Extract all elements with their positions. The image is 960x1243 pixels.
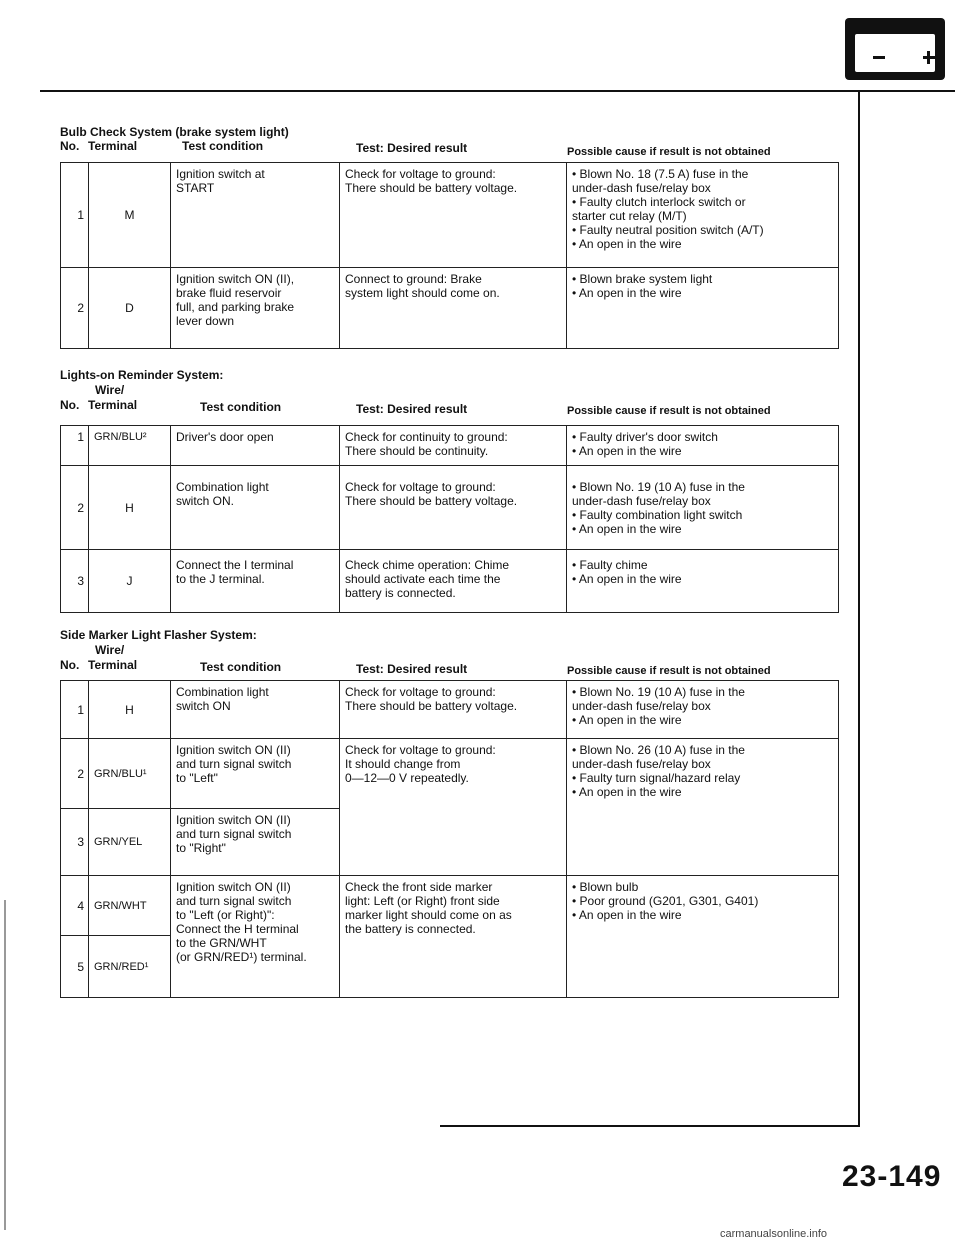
row-number: 4 [61,876,89,936]
row-number: 1 [61,426,89,466]
terminal-cell: M [89,163,171,268]
terminal-cell: J [89,550,171,613]
row-number: 5 [61,936,89,998]
condition-cell: Ignition switch ON (II) and turn signal switch to "Left (or Right)": Connect the H terminal to the GRN/WHT (or GRN/RED¹) terminal. [171,876,340,998]
table-row [61,426,839,466]
watermark: carmanualsonline.info [720,1228,828,1240]
table-row [61,681,839,739]
row-number: 2 [61,466,89,550]
result-cell: Connect to ground: Brake system light should come on. [340,268,567,349]
section-title: Side Marker Light Flasher System: [60,628,257,642]
wire-label: Wire/ [95,643,125,657]
result-cell: Check the front side marker light: Left (or Right) front side marker light should come on as the battery is connected. [340,876,567,998]
terminal-cell: GRN/WHT [89,876,171,936]
column-header-result: Test: Desired result [356,662,468,676]
row-number: 1 [61,163,89,268]
column-header-terminal: Terminal [88,398,138,412]
row-number: 3 [61,550,89,613]
table-row [61,876,839,936]
condition-cell: Ignition switch at START [171,163,340,268]
cause-cell: • Faulty driver's door switch • An open in the wire [567,426,839,466]
result-cell: Check for voltage to ground: There should be battery voltage. [340,681,567,739]
column-header-result: Test: Desired result [356,141,468,155]
column-header-cause: Possible cause if result is not obtained [567,405,771,417]
bulb-check-table [60,162,839,349]
condition-cell: Ignition switch ON (II), brake fluid reservoir full, and parking brake lever down [171,268,340,349]
condition-cell: Connect the I terminal to the J terminal. [171,550,340,613]
column-header-result: Test: Desired result [356,402,468,416]
cause-cell: • Blown No. 19 (10 A) fuse in the under-dash fuse/relay box • An open in the wire [567,681,839,739]
table-row [61,739,839,809]
column-header-no: No. [60,398,80,412]
wire-label: Wire/ [95,383,125,397]
result-cell: Check for voltage to ground: It should change from 0—12—0 V repeatedly. [340,739,567,876]
condition-cell: Combination light switch ON [171,681,340,739]
condition-cell: Combination light switch ON. [171,466,340,550]
terminal-cell: H [89,681,171,739]
column-header-condition: Test condition [182,139,264,153]
cause-cell: • Blown No. 19 (10 A) fuse in the under-dash fuse/relay box • Faulty combination light switch • An open in the wire [567,466,839,550]
column-header-condition: Test condition [200,400,282,414]
section-title: Bulb Check System (brake system light) [60,125,289,139]
column-header-terminal: Terminal [88,139,138,153]
terminal-cell: D [89,268,171,349]
row-number: 3 [61,809,89,876]
column-header-terminal: Terminal [88,658,138,672]
column-header-cause: Possible cause if result is not obtained [567,146,771,158]
terminal-cell: GRN/YEL [89,809,171,876]
margin-line [4,900,6,1230]
column-header-condition: Test condition [200,660,282,674]
minus-icon [873,56,885,59]
row-number: 2 [61,739,89,809]
battery-icon [845,18,945,80]
table-row [61,268,839,349]
cause-cell: • Blown No. 26 (10 A) fuse in the under-dash fuse/relay box • Faulty turn signal/hazard relay • An open in the wire [567,739,839,876]
condition-cell: Driver's door open [171,426,340,466]
footer-rule [440,1125,860,1127]
condition-cell: Ignition switch ON (II) and turn signal switch to "Right" [171,809,340,876]
terminal-cell: GRN/BLU¹ [89,739,171,809]
side-marker-flasher-table [60,680,839,998]
cause-cell: • Blown No. 18 (7.5 A) fuse in the under-dash fuse/relay box • Faulty clutch interlock switch or starter cut relay (M/T) • Faulty neutral position switch (A/T) • An open in the wire [567,163,839,268]
cause-cell: • Faulty chime • An open in the wire [567,550,839,613]
cause-cell: • Blown brake system light • An open in the wire [567,268,839,349]
row-number: 1 [61,681,89,739]
cause-cell: • Blown bulb • Poor ground (G201, G301, G401) • An open in the wire [567,876,839,998]
result-cell: Check for voltage to ground: There should be battery voltage. [340,163,567,268]
table-row [61,466,839,550]
terminal-cell: GRN/BLU² [89,426,171,466]
result-cell: Check for continuity to ground: There should be continuity. [340,426,567,466]
table-row [61,550,839,613]
right-rule [858,90,860,1125]
result-cell: Check for voltage to ground: There should be battery voltage. [340,466,567,550]
terminal-cell: GRN/RED¹ [89,936,171,998]
column-header-no: No. [60,658,80,672]
table-row [61,163,839,268]
condition-cell: Ignition switch ON (II) and turn signal switch to "Left" [171,739,340,809]
result-cell: Check chime operation: Chime should activate each time the battery is connected. [340,550,567,613]
section-title: Lights-on Reminder System: [60,368,224,382]
header-rule [40,90,955,92]
column-header-cause: Possible cause if result is not obtained [567,665,771,677]
page-number: 23-149 [842,1160,942,1193]
column-header-no: No. [60,139,80,153]
lights-on-reminder-table [60,425,839,613]
row-number: 2 [61,268,89,349]
terminal-cell: H [89,466,171,550]
